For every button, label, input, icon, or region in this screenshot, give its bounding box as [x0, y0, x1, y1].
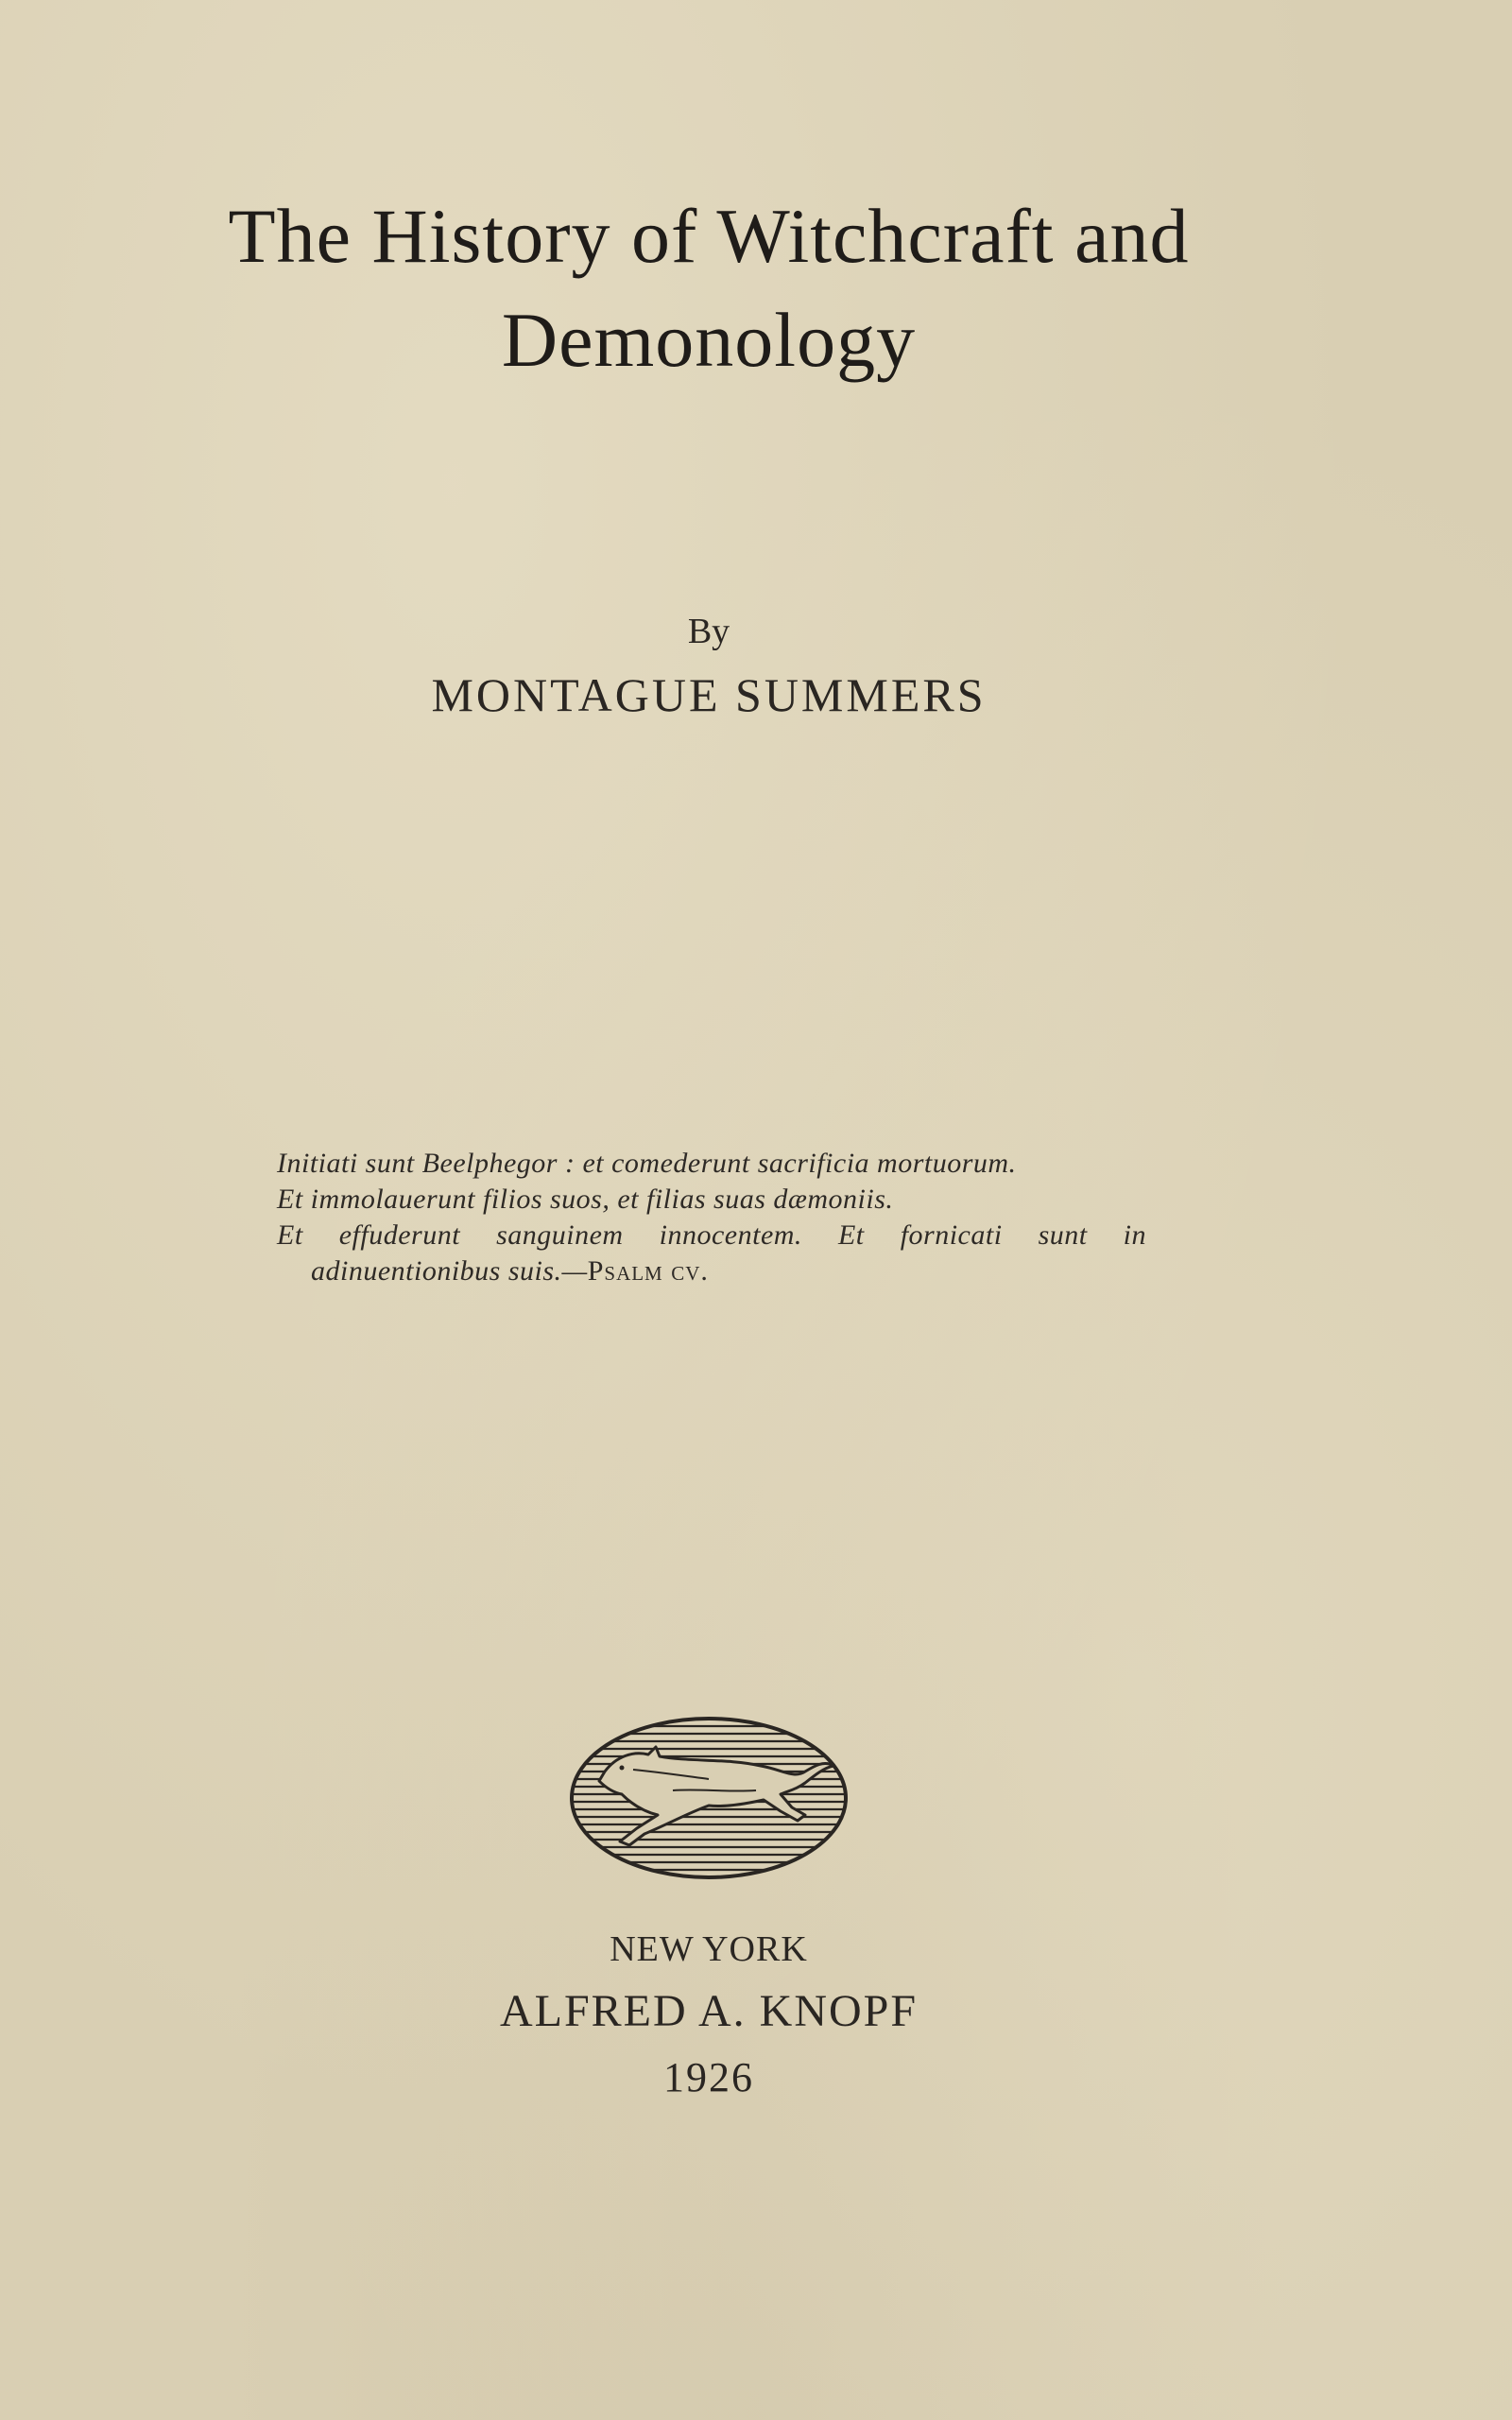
book-title-line-1: The History of Witchcraft and: [228, 193, 1190, 279]
book-title-line-2: Demonology: [501, 297, 917, 383]
imprint-place: NEW YORK: [610, 1929, 808, 1969]
byline-by: By: [687, 612, 730, 651]
imprint-year: 1926: [663, 2054, 754, 2100]
running-dog-emblem-icon: [567, 1713, 850, 1883]
epigraph-line-1: Initiati sunt Beelphegor : et comederunt sacrificia mortuorum.: [277, 1148, 1017, 1179]
epigraph-line-2: Et immolauerunt filios suos, et filias suas dæmoniis.: [277, 1184, 894, 1215]
epigraph-source: Psalm cv.: [587, 1255, 709, 1287]
imprint-publisher: ALFRED A. KNOPF: [499, 1986, 919, 2036]
epigraph-line-4: [277, 1253, 1146, 1289]
epigraph: [277, 1146, 1146, 1289]
epigraph-line-4-text: adinuentionibus suis.—: [311, 1255, 588, 1287]
epigraph-line-3: Et effuderunt sanguinem innocentem. Et fornicati sunt in: [277, 1219, 1146, 1251]
author-name: MONTAGUE SUMMERS: [431, 668, 987, 721]
